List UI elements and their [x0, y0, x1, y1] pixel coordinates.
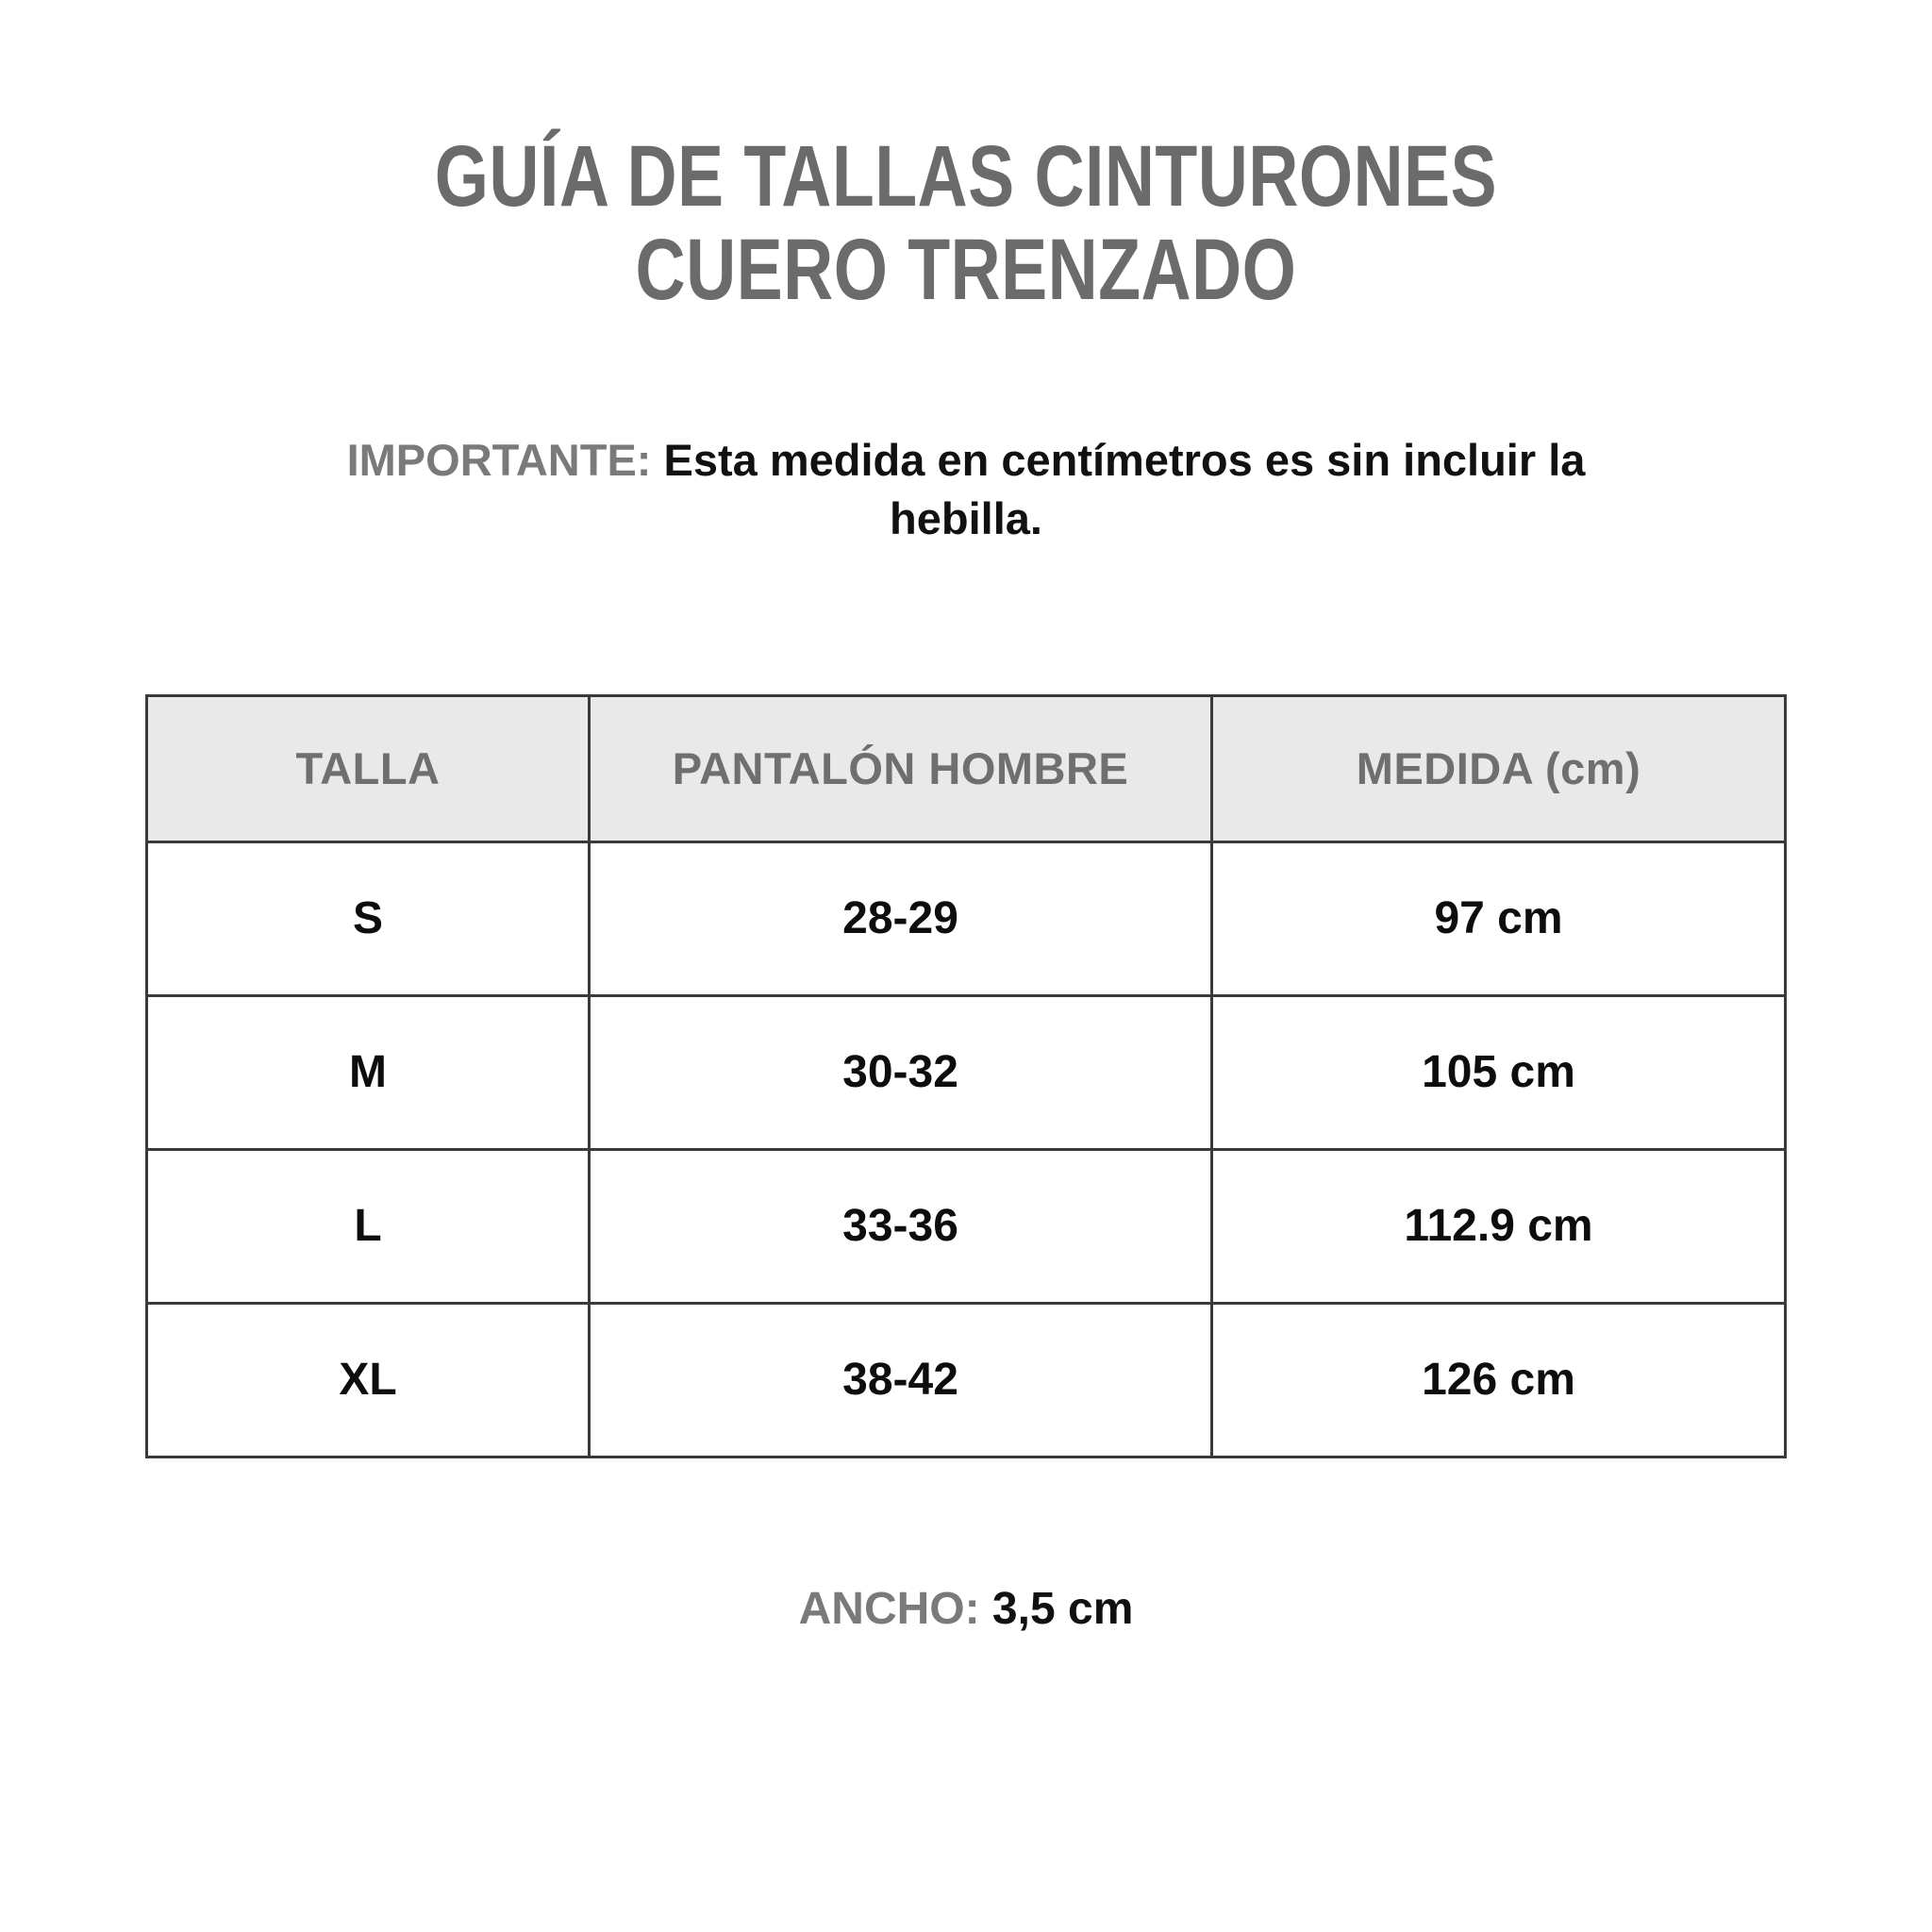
width-footnote-value: 3,5 cm [979, 1583, 1134, 1634]
cell-pantalon: 33-36 [589, 1149, 1211, 1303]
important-note [277, 431, 1655, 548]
column-header-medida: MEDIDA (cm) [1212, 695, 1786, 841]
cell-talla: M [147, 995, 590, 1149]
table-header-row [147, 695, 1786, 841]
page-title-line-1: GUÍA DE TALLAS CINTURONES [434, 128, 1498, 225]
width-footnote [799, 1583, 1134, 1635]
cell-medida: 126 cm [1212, 1303, 1786, 1457]
size-table [145, 694, 1787, 1458]
width-footnote-label: ANCHO: [798, 1583, 980, 1634]
size-table-container [145, 694, 1787, 1458]
table-row [147, 1303, 1786, 1457]
important-note-label: IMPORTANTE: [346, 434, 652, 485]
cell-talla: S [147, 841, 590, 995]
table-row [147, 995, 1786, 1149]
cell-pantalon: 28-29 [589, 841, 1211, 995]
cell-pantalon: 30-32 [589, 995, 1211, 1149]
page-title-line-2: CUERO TRENZADO [635, 222, 1297, 319]
important-note-text: Esta medida en centímetros es sin incluir la hebilla. [651, 434, 1586, 543]
cell-talla: L [147, 1149, 590, 1303]
cell-medida: 97 cm [1212, 841, 1786, 995]
size-table-body [147, 841, 1786, 1457]
size-table-head [147, 695, 1786, 841]
table-row [147, 1149, 1786, 1303]
table-row [147, 841, 1786, 995]
column-header-pantalon: PANTALÓN HOMBRE [589, 695, 1211, 841]
column-header-talla: TALLA [147, 695, 590, 841]
cell-medida: 112.9 cm [1212, 1149, 1786, 1303]
cell-talla: XL [147, 1303, 590, 1457]
cell-medida: 105 cm [1212, 995, 1786, 1149]
cell-pantalon: 38-42 [589, 1303, 1211, 1457]
page-title [435, 130, 1497, 318]
